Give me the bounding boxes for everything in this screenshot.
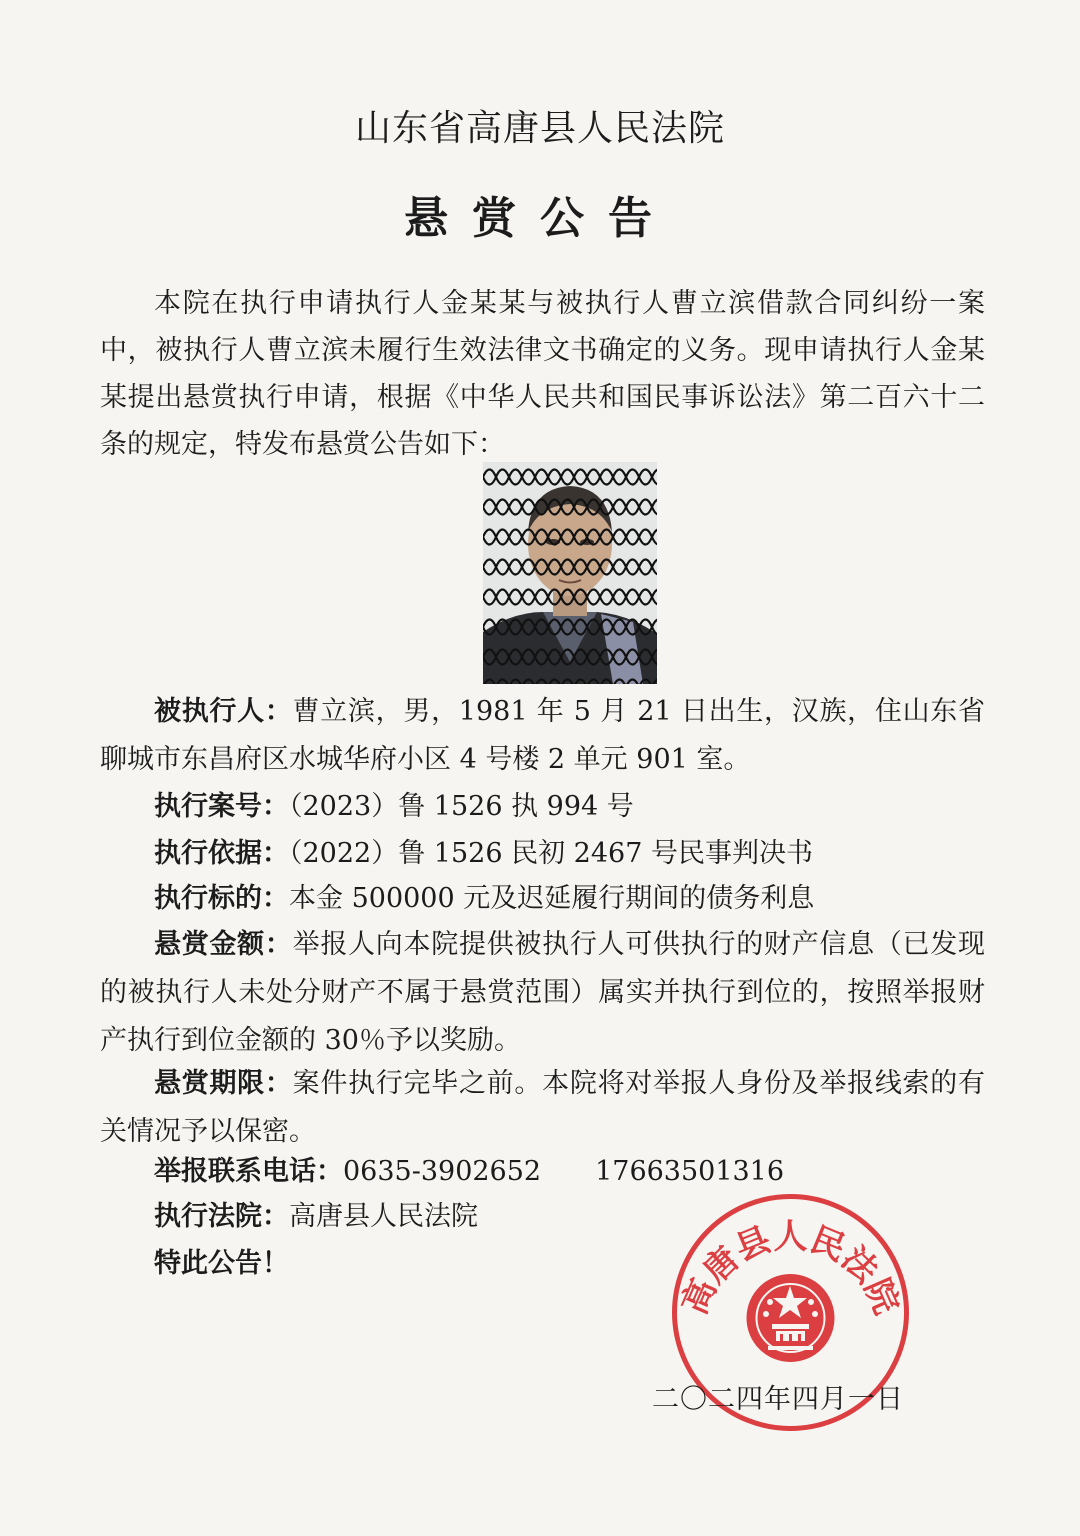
field-phone-label: 举报联系电话： xyxy=(154,1156,343,1187)
field-person-label: 被执行人： xyxy=(154,696,293,727)
seal-text: 高唐县人民法院 xyxy=(674,1217,907,1321)
national-emblem-icon xyxy=(747,1274,835,1362)
field-basis-value: （2022）鲁 1526 民初 2467 号民事判决书 xyxy=(289,838,813,869)
field-basis xyxy=(100,830,985,878)
person-photo-icon xyxy=(483,462,657,684)
field-period-label: 悬赏期限： xyxy=(154,1068,293,1099)
field-case-no-value: （2023）鲁 1526 执 994 号 xyxy=(289,791,634,822)
field-case-no-label: 执行案号： xyxy=(154,791,289,822)
field-reward xyxy=(100,921,985,1065)
notice-title: 悬赏公告 xyxy=(404,193,676,244)
field-court-value: 高唐县人民法院 xyxy=(289,1201,478,1232)
person-photo xyxy=(483,462,657,684)
field-period xyxy=(100,1060,985,1156)
closing-text: 特此公告！ xyxy=(154,1248,289,1279)
field-reward-value: 举报人向本院提供被执行人可供执行的财产信息（已发现的被执行人未处分财产不属于悬赏范围）属实并执行到位的，按照举报财产执行到位金额的 30％予以奖励。 xyxy=(100,929,986,1056)
field-subject-value: 本金 500000 元及迟延履行期间的债务利息 xyxy=(289,883,815,914)
field-phone xyxy=(100,1148,985,1196)
field-period-value: 案件执行完毕之前。本院将对举报人身份及举报线索的有关情况予以保密。 xyxy=(100,1068,986,1147)
field-reward-label: 悬赏金额： xyxy=(154,929,293,960)
field-case-no xyxy=(100,783,985,831)
notice-date: 二〇二四年四月一日 xyxy=(652,1384,904,1415)
court-name: 山东省高唐县人民法院 xyxy=(354,108,725,149)
field-person-value: 曹立滨，男，1981 年 5 月 21 日出生，汉族，住山东省聊城市东昌府区水城华府小区 4 号楼 2 单元 901 室。 xyxy=(100,696,985,775)
field-basis-label: 执行依据： xyxy=(154,838,289,869)
field-person xyxy=(100,688,985,784)
field-phone-value: 0635-3902652 17663501316 xyxy=(343,1156,785,1187)
field-subject-label: 执行标的： xyxy=(154,883,289,914)
field-subject xyxy=(100,875,985,923)
intro-paragraph: 本院在执行申请执行人金某某与被执行人曹立滨借款合同纠纷一案中，被执行人曹立滨未履行生效法律文书确定的义务。现申请执行人金某某提出悬赏执行申请，根据《中华人民共和国民事诉讼法》第二百六十二条的规定，特发布悬赏公告如下： xyxy=(100,288,985,460)
field-court-label: 执行法院： xyxy=(154,1201,289,1232)
